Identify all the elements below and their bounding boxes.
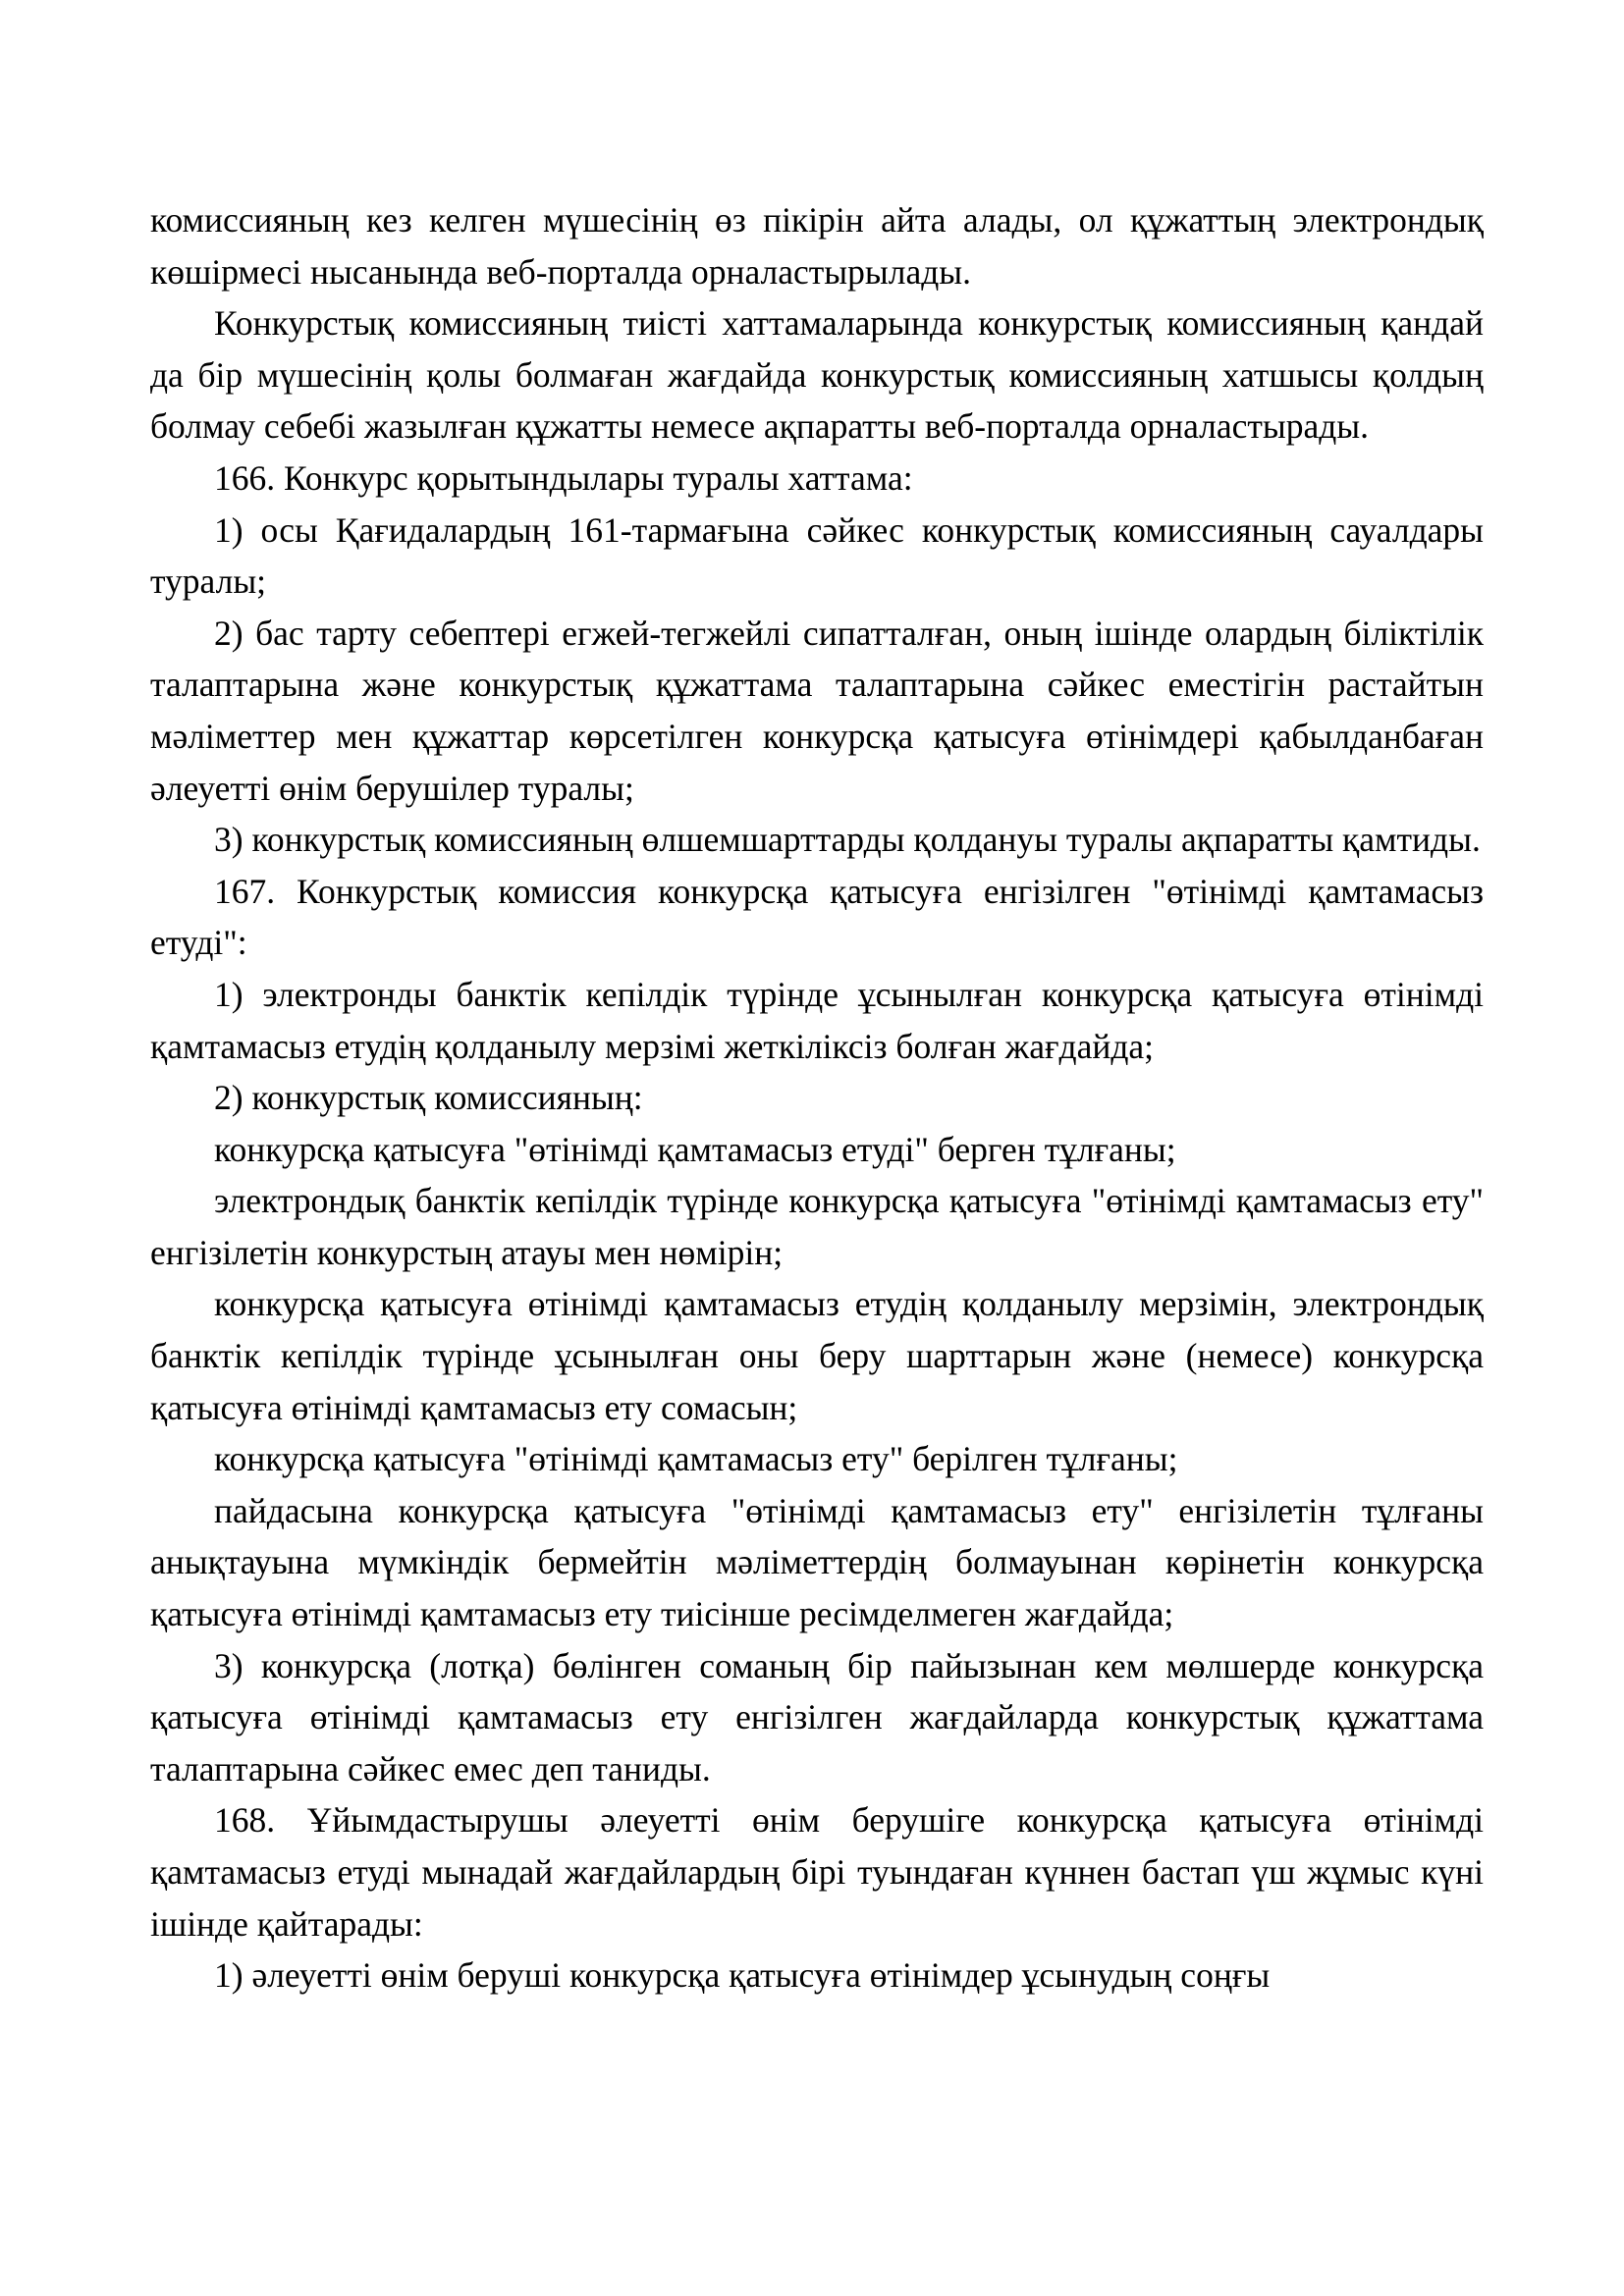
paragraph-12: конкурсқа қатысуға өтінімді қамтамасыз етудің қолданылу мерзімін, электрондық банктік кепілдік түрінде ұсынылған оны беру шарттарын және (немесе) конкурсқа қатысуға өтінімді қамтамасыз ету сомасын; — [150, 1284, 1484, 1427]
paragraph-5: 2) бас тарту себептері егжей-тегжейлі сипатталған, оның ішінде олардың біліктілік талаптарына және конкурстық құжаттама талаптарына сәйкес еместігін растайтын мәліметтер мен құжаттар көрсетілген конкурсқа қатысуға өтінімдері қабылданбаған әлеуетті өнім берушілер туралы; — [150, 613, 1484, 808]
paragraph-8: 1) электронды банктік кепілдік түрінде ұсынылған конкурсқа қатысуға өтінімді қамтамасыз етудің қолданылу мерзімі жеткіліксіз болған жағдайда; — [150, 974, 1484, 1066]
paragraph-14: пайдасына конкурсқа қатысуға "өтінімді қамтамасыз ету" енгізілетін тұлғаны анықтауына мүмкіндік бермейтін мәліметтердің болмауынан көрінетін конкурсқа қатысуға өтінімді қамтамасыз ету тиісінше ресімделмеген жағдайда; — [150, 1490, 1484, 1634]
paragraph-2: Конкурстық комиссияның тиісті хаттамаларында конкурстық комиссияның қандай да бір мүшесінің қолы болмаған жағдайда конкурстық комиссияның хатшысы қолдың болмау себебі жазылған құжатты немесе ақпаратты веб-порталда орналастырады. — [150, 303, 1484, 447]
paragraph-1: комиссияның кез келген мүшесінің өз пікірін айта алады, ол құжаттың электрондық көшірмесі нысанында веб-порталда орналастырылады. — [150, 200, 1484, 292]
paragraph-16: 168. Ұйымдастырушы әлеуетті өнім берушіге конкурсқа қатысуға өтінімді қамтамасыз етуді мынадай жағдайлардың бірі туындаған күннен бастап үш жұмыс күні ішінде қайтарады: — [150, 1800, 1484, 1944]
paragraph-4: 1) осы Қағидалардың 161-тармағына сәйкес конкурстық комиссияның сауалдары туралы; — [150, 509, 1484, 602]
paragraph-17: 1) әлеуетті өнім беруші конкурсқа қатысуға өтінімдер ұсынудың соңғы — [214, 1955, 1271, 1996]
paragraph-15: 3) конкурсқа (лотқа) бөлінген соманың бір пайызынан кем мөлшерде конкурсқа қатысуға өтінімді қамтамасыз ету енгізілген жағдайларда конкурстық құжаттама талаптарына сәйкес емес деп таниды. — [150, 1645, 1484, 1789]
paragraph-13: конкурсқа қатысуға "өтінімді қамтамасыз ету" берілген тұлғаны; — [214, 1439, 1178, 1479]
paragraph-7: 167. Конкурстық комиссия конкурсқа қатысуға енгізілген "өтінімді қамтамасыз етуді": — [150, 871, 1484, 963]
document-page — [150, 194, 1484, 2002]
paragraph-11: электрондық банктік кепілдік түрінде конкурсқа қатысуға "өтінімді қамтамасыз ету" енгізілетін конкурстың атауы мен нөмірін; — [150, 1181, 1484, 1272]
paragraph-10: конкурсқа қатысуға "өтінімді қамтамасыз етуді" берген тұлғаны; — [214, 1129, 1176, 1169]
paragraph-3: 166. Конкурс қорытындылары туралы хаттама: — [214, 457, 913, 498]
paragraph-9: 2) конкурстық комиссияның: — [214, 1078, 643, 1118]
paragraph-6: 3) конкурстық комиссияның өлшемшарттарды қолдануы туралы ақпаратты қамтиды. — [214, 820, 1481, 860]
